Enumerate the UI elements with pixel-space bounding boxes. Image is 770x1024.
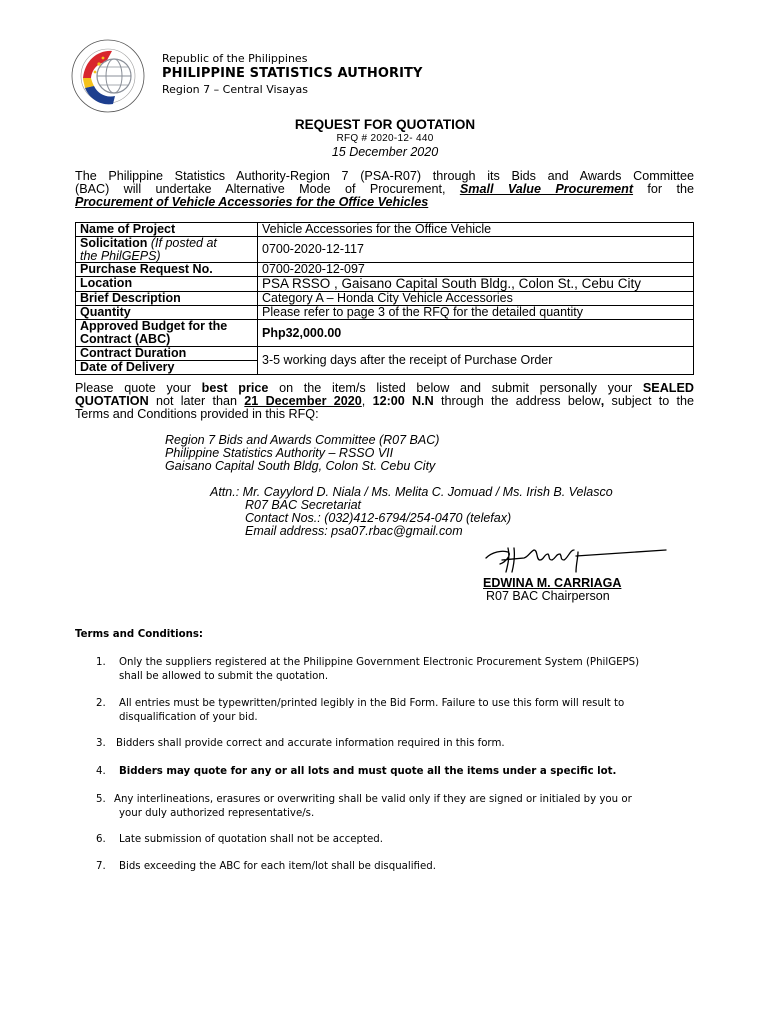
value-solicitation: 0700-2020-12-117 — [258, 237, 694, 263]
rfq-number: RFQ # 2020-12- 440 — [336, 133, 434, 144]
table-row — [76, 320, 694, 347]
label-contract-duration: Contract Duration Date of Delivery — [76, 347, 258, 375]
signature-icon — [478, 538, 668, 578]
term-number: 5. — [96, 794, 106, 805]
value-location: PSA RSSO , Gaisano Capital South Bldg., Colon St., Cebu City — [258, 277, 694, 292]
deadline-date: 21 December 2020 — [244, 394, 362, 408]
attn-line-1: Attn.: Mr. Cayylord D. Niala / Ms. Melita C. Jomuad / Ms. Irish B. Velasco — [210, 485, 613, 499]
term-6-line-1: Late submission of quotation shall not be accepted. — [119, 834, 383, 845]
term-2-line-1: All entries must be typewritten/printed legibly in the Bid Form. Failure to use this form will result to — [119, 698, 625, 709]
quote-line-2: QUOTATION not later than 21 December 2020, 12:00 N.N through the address below, subject to the — [75, 394, 694, 408]
intro-line-1: The Philippine Statistics Authority-Region 7 (PSA-R07) through its Bids and Awards Committee — [75, 169, 694, 183]
label-purchase-request: Purchase Request No. — [76, 263, 258, 277]
document-date: 15 December 2020 — [331, 145, 439, 159]
procurement-title: Procurement of Vehicle Accessories for the Office Vehicles — [75, 195, 429, 209]
term-4-line-1: Bidders may quote for any or all lots and must quote all the items under a specific lot. — [119, 766, 617, 777]
signatory-role: R07 BAC Chairperson — [486, 589, 610, 603]
term-number: 7. — [96, 861, 106, 872]
psa-logo-icon — [70, 38, 146, 114]
value-abc: Php32,000.00 — [258, 320, 694, 347]
value-name-of-project: Vehicle Accessories for the Office Vehicle — [258, 223, 694, 237]
label-location: Location — [76, 277, 258, 292]
deadline-time: 12:00 N.N — [372, 394, 434, 408]
quote-line-3: Terms and Conditions provided in this RFQ: — [75, 407, 319, 421]
table-row — [76, 263, 694, 277]
label-name-of-project: Name of Project — [76, 223, 258, 237]
term-5-line-1: Any interlineations, erasures or overwriting shall be valid only if they are signed or initialed by you or — [114, 794, 632, 805]
header-region: Region 7 – Central Visayas — [162, 83, 308, 96]
terms-heading: Terms and Conditions: — [75, 629, 203, 640]
value-brief-description: Category A – Honda City Vehicle Accessories — [258, 292, 694, 306]
address-line-2: Philippine Statistics Authority – RSSO VII — [165, 446, 394, 460]
value-quantity: Please refer to page 3 of the RFQ for the detailed quantity — [258, 306, 694, 320]
term-number: 3. — [96, 738, 106, 749]
quote-line-1: Please quote your best price on the item/s listed below and submit personally your SEALED — [75, 381, 694, 395]
table-row — [76, 347, 694, 375]
term-number: 4. — [96, 766, 106, 777]
table-row — [76, 306, 694, 320]
table-row — [76, 292, 694, 306]
document-title: REQUEST FOR QUOTATION — [294, 117, 476, 132]
header-republic: Republic of the Philippines — [162, 52, 308, 65]
attn-line-4: Email address: psa07.rbac@gmail.com — [245, 524, 463, 538]
signatory-name: EDWINA M. CARRIAGA — [483, 576, 622, 590]
term-5-line-2: your duly authorized representative/s. — [119, 808, 315, 819]
term-number: 6. — [96, 834, 106, 845]
header-org-name: PHILIPPINE STATISTICS AUTHORITY — [162, 66, 423, 81]
term-1-line-1: Only the suppliers registered at the Philippine Government Electronic Procurement System (PhilGEPS) — [119, 657, 640, 668]
signature — [478, 538, 668, 578]
procurement-mode: Small Value Procurement — [459, 182, 634, 196]
label-brief-description: Brief Description — [76, 292, 258, 306]
address-line-3: Gaisano Capital South Bldg, Colon St. Cebu City — [165, 459, 436, 473]
table-row — [76, 223, 694, 237]
label-quantity: Quantity — [76, 306, 258, 320]
label-abc: Approved Budget for the Contract (ABC) — [76, 320, 258, 347]
project-info-table — [75, 222, 694, 375]
table-row — [76, 237, 694, 263]
table-row — [76, 277, 694, 292]
term-1-line-2: shall be allowed to submit the quotation. — [119, 671, 329, 682]
address-line-1: Region 7 Bids and Awards Committee (R07 BAC) — [165, 433, 440, 447]
attn-line-2: R07 BAC Secretariat — [245, 498, 362, 512]
value-contract-duration: 3-5 working days after the receipt of Purchase Order — [258, 347, 694, 375]
intro-line-2: (BAC) will undertake Alternative Mode of Procurement, Small Value Procurement for the — [75, 182, 695, 196]
label-solicitation: Solicitation (If posted at the PhilGEPS) — [76, 237, 258, 263]
term-7-line-1: Bids exceeding the ABC for each item/lot shall be disqualified. — [119, 861, 436, 872]
value-purchase-request: 0700-2020-12-097 — [258, 263, 694, 277]
term-number: 1. — [96, 657, 106, 668]
psa-logo — [70, 38, 146, 114]
attn-line-3: Contact Nos.: (032)412-6794/254-0470 (telefax) — [245, 511, 512, 525]
term-3-line-1: Bidders shall provide correct and accurate information required in this form. — [116, 738, 505, 749]
term-number: 2. — [96, 698, 106, 709]
term-2-line-2: disqualification of your bid. — [119, 712, 258, 723]
